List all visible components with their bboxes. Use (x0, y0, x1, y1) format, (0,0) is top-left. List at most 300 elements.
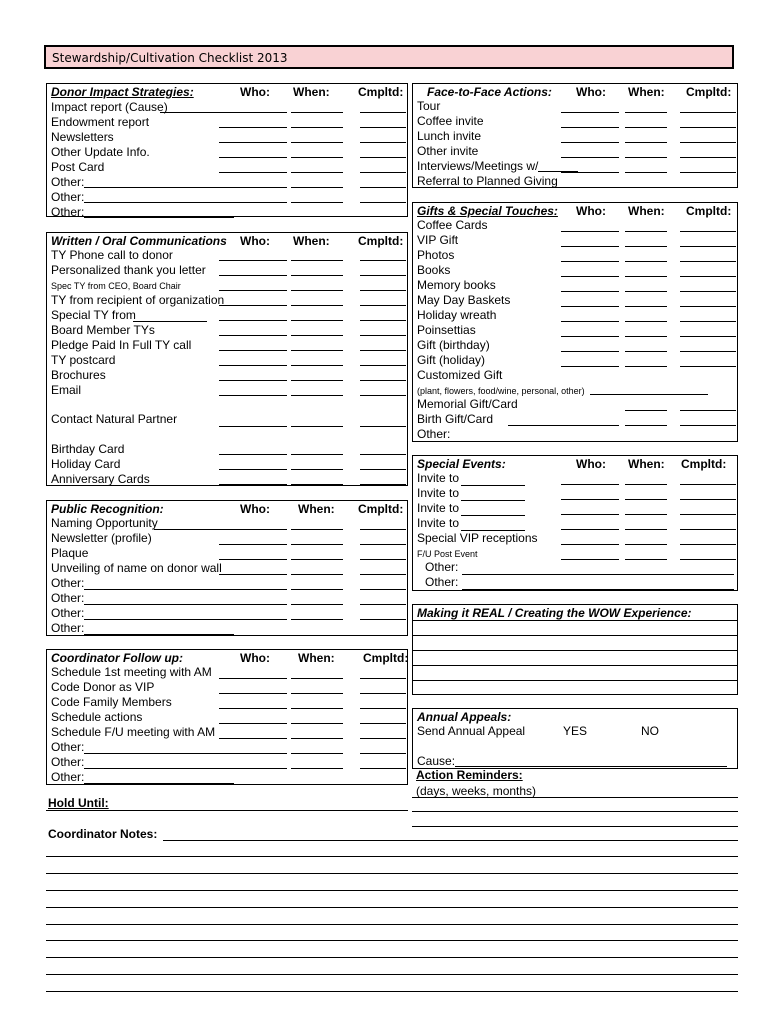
who-line[interactable] (561, 514, 619, 515)
when-line[interactable] (291, 529, 343, 530)
when-line[interactable] (291, 723, 343, 724)
cmpltd-line[interactable] (360, 708, 406, 709)
list-item: Holiday wreath (417, 308, 497, 322)
when-line[interactable] (291, 275, 343, 276)
when-line[interactable] (291, 172, 343, 173)
cmpltd-line[interactable] (680, 231, 736, 232)
list-item: Interviews/Meetings w/ (417, 159, 539, 173)
when-line[interactable] (625, 142, 667, 143)
who-line[interactable] (219, 157, 287, 158)
list-item: F/U Post Event (417, 549, 478, 559)
when-col: When: (293, 85, 330, 99)
who-line[interactable] (561, 306, 619, 307)
blank-line[interactable] (538, 171, 578, 172)
who-line[interactable] (219, 708, 287, 709)
who-col: Who: (240, 502, 270, 516)
cmpltd-line[interactable] (680, 410, 736, 411)
blank-line[interactable] (461, 530, 525, 531)
list-item: Invite to (417, 486, 460, 500)
list-item: TY Phone call to donor (51, 248, 173, 262)
when-line[interactable] (291, 380, 343, 381)
who-line[interactable] (219, 693, 287, 694)
when-line[interactable] (625, 246, 667, 247)
notes-line[interactable] (46, 856, 738, 857)
cmpltd-line[interactable] (680, 366, 736, 367)
list-item: Special VIP receptions (417, 531, 538, 545)
list-item: Gift (holiday) (417, 353, 486, 367)
who-line[interactable] (219, 260, 287, 261)
cmpltd-line[interactable] (360, 142, 406, 143)
list-item: Other: (51, 770, 85, 784)
gifts-header: Gifts & Special Touches: (417, 204, 558, 218)
list-item: Personalized thank you letter (51, 263, 206, 277)
cmpltd-line[interactable] (680, 425, 736, 426)
list-item: Referral to Planned Giving (417, 174, 558, 188)
cmpltd-line[interactable] (360, 187, 406, 188)
list-item: Pledge Paid In Full TY call (51, 338, 192, 352)
list-item: Other: (51, 606, 85, 620)
blank-line[interactable] (84, 634, 234, 635)
cmpltd-line[interactable] (680, 499, 736, 500)
who-line[interactable] (508, 425, 619, 426)
list-item: Newsletters (51, 130, 114, 144)
list-item: Spec TY from CEO, Board Chair (51, 281, 181, 291)
wow-line[interactable] (413, 650, 737, 651)
reminder-line[interactable] (412, 797, 738, 798)
action-reminders-note: (days, weeks, months) (416, 784, 537, 798)
list-item: Post Card (51, 160, 105, 174)
who-line[interactable] (219, 426, 287, 427)
cmpltd-line[interactable] (360, 172, 406, 173)
who-line[interactable] (219, 127, 287, 128)
when-line[interactable] (625, 425, 667, 426)
list-item: Other invite (417, 144, 479, 158)
cmpltd-line[interactable] (360, 544, 406, 545)
cmpltd-col: Cmpltd: (358, 234, 404, 248)
coordinator-follow-header: Coordinator Follow up: (51, 651, 183, 665)
wow-line[interactable] (413, 635, 737, 636)
when-line[interactable] (291, 305, 343, 306)
list-item: Impact report (Cause) (51, 100, 168, 114)
when-line[interactable] (625, 410, 667, 411)
list-item: Other: (425, 560, 459, 574)
cmpltd-line[interactable] (360, 275, 406, 276)
when-line[interactable] (291, 678, 343, 679)
blank-line[interactable] (84, 217, 234, 218)
when-line[interactable] (625, 127, 667, 128)
when-line[interactable] (291, 708, 343, 709)
cmpltd-line[interactable] (360, 589, 406, 590)
cmpltd-col: Cmpltd: (358, 502, 404, 516)
who-line[interactable] (561, 291, 619, 292)
who-line[interactable] (561, 559, 619, 560)
when-line[interactable] (291, 350, 343, 351)
cmpltd-line[interactable] (360, 678, 406, 679)
wow-section (412, 604, 738, 695)
cmpltd-line[interactable] (360, 202, 406, 203)
when-line[interactable] (291, 738, 343, 739)
wow-line[interactable] (413, 620, 737, 621)
blank-line[interactable] (461, 500, 525, 501)
when-line[interactable] (291, 112, 343, 113)
when-line[interactable] (291, 619, 343, 620)
cmpltd-line[interactable] (680, 306, 736, 307)
cmpltd-line[interactable] (680, 321, 736, 322)
cmpltd-line[interactable] (360, 693, 406, 694)
list-item: Coffee invite (417, 114, 484, 128)
list-item: Holiday Card (51, 457, 121, 471)
who-line[interactable] (219, 454, 287, 455)
notes-line[interactable] (46, 907, 738, 908)
list-item: Unveiling of name on donor wall (51, 561, 222, 575)
title-bar (44, 45, 734, 69)
when-line[interactable] (625, 231, 667, 232)
page-title: Stewardship/Cultivation Checklist 2013 (52, 51, 288, 65)
gifts-section (412, 202, 738, 442)
cmpltd-line[interactable] (680, 514, 736, 515)
when-col: When: (628, 204, 665, 218)
cmpltd-line[interactable] (360, 738, 406, 739)
cmpltd-line[interactable] (360, 753, 406, 754)
list-item: Code Donor as VIP (51, 680, 155, 694)
cmpltd-col: Cmpltd: (686, 85, 732, 99)
when-line[interactable] (291, 395, 343, 396)
when-line[interactable] (291, 426, 343, 427)
when-line[interactable] (291, 365, 343, 366)
when-line[interactable] (625, 306, 667, 307)
cmpltd-line[interactable] (680, 246, 736, 247)
notes-line[interactable] (46, 890, 738, 891)
donor-impact-section (46, 83, 408, 217)
list-item: Memorial Gift/Card (417, 397, 518, 411)
cmpltd-line[interactable] (680, 291, 736, 292)
who-line[interactable] (561, 276, 619, 277)
blank-line[interactable] (462, 574, 734, 575)
who-line[interactable] (219, 290, 287, 291)
list-item: Code Family Members (51, 695, 172, 709)
cmpltd-line[interactable] (360, 723, 406, 724)
who-line[interactable] (219, 559, 287, 560)
who-line[interactable] (561, 112, 619, 113)
blank-line[interactable] (462, 589, 734, 590)
list-item: Other: (425, 575, 459, 589)
cmpltd-line[interactable] (360, 320, 406, 321)
who-line[interactable] (561, 484, 619, 485)
cmpltd-line[interactable] (680, 157, 736, 158)
list-item: Newsletter (profile) (51, 531, 152, 545)
cmpltd-line[interactable] (360, 305, 406, 306)
cmpltd-line[interactable] (360, 260, 406, 261)
blank-line[interactable] (461, 515, 525, 516)
reminder-line[interactable] (412, 826, 738, 827)
who-line[interactable] (561, 172, 619, 173)
list-item: TY from recipient of organization (51, 293, 225, 307)
when-line[interactable] (291, 589, 343, 590)
who-line[interactable] (561, 366, 619, 367)
who-line[interactable] (561, 261, 619, 262)
when-col: When: (628, 457, 665, 471)
who-line[interactable] (219, 187, 287, 188)
who-line[interactable] (219, 589, 287, 590)
list-item: Schedule F/U meeting with AM (51, 725, 216, 739)
cmpltd-line[interactable] (680, 336, 736, 337)
list-item: VIP Gift (417, 233, 459, 247)
when-line[interactable] (291, 768, 343, 769)
who-line[interactable] (219, 335, 287, 336)
who-line[interactable] (561, 544, 619, 545)
who-line[interactable] (219, 469, 287, 470)
send-appeal-label: Send Annual Appeal (417, 724, 526, 738)
when-line[interactable] (291, 454, 343, 455)
when-line[interactable] (291, 202, 343, 203)
written-oral-header: Written / Oral Communications (51, 234, 227, 248)
cmpltd-line[interactable] (360, 335, 406, 336)
list-item: May Day Baskets (417, 293, 511, 307)
when-line[interactable] (291, 604, 343, 605)
list-item: Photos (417, 248, 455, 262)
cmpltd-line[interactable] (360, 157, 406, 158)
who-line[interactable] (219, 753, 287, 754)
blank-line[interactable] (84, 589, 228, 590)
cmpltd-line[interactable] (360, 559, 406, 560)
who-col: Who: (240, 651, 270, 665)
when-line[interactable] (291, 127, 343, 128)
who-col: Who: (576, 85, 606, 99)
wow-line[interactable] (413, 680, 737, 681)
notes-line[interactable] (46, 991, 738, 992)
cmpltd-line[interactable] (360, 380, 406, 381)
who-line[interactable] (219, 320, 287, 321)
list-item: Customized Gift (417, 368, 503, 382)
cmpltd-line[interactable] (680, 172, 736, 173)
when-line[interactable] (625, 529, 667, 530)
when-line[interactable] (291, 290, 343, 291)
who-line[interactable] (219, 678, 287, 679)
when-line[interactable] (291, 260, 343, 261)
who-line[interactable] (561, 157, 619, 158)
who-line[interactable] (561, 529, 619, 530)
yes-option[interactable]: YES (563, 724, 588, 738)
when-line[interactable] (291, 574, 343, 575)
cmpltd-line[interactable] (360, 484, 406, 485)
action-reminders-header: Action Reminders: (416, 768, 523, 782)
who-col: Who: (576, 457, 606, 471)
cmpltd-line[interactable] (360, 469, 406, 470)
annual-appeals-section (412, 708, 738, 769)
cmpltd-line[interactable] (360, 350, 406, 351)
cmpltd-line[interactable] (360, 604, 406, 605)
when-line[interactable] (291, 187, 343, 188)
cmpltd-line[interactable] (680, 559, 736, 560)
who-line[interactable] (219, 574, 287, 575)
public-recognition-section (46, 500, 408, 636)
no-option[interactable]: NO (641, 724, 659, 738)
who-line[interactable] (219, 172, 287, 173)
when-line[interactable] (625, 366, 667, 367)
when-line[interactable] (291, 544, 343, 545)
coordinator-notes-label: Coordinator Notes: (48, 827, 158, 841)
blank-line[interactable] (84, 604, 228, 605)
cmpltd-line[interactable] (680, 112, 736, 113)
notes-line[interactable] (46, 940, 738, 941)
list-item: Other: (51, 621, 85, 635)
when-col: When: (293, 234, 330, 248)
when-line[interactable] (625, 559, 667, 560)
who-line[interactable] (219, 275, 287, 276)
cmpltd-line[interactable] (680, 261, 736, 262)
who-line[interactable] (219, 768, 287, 769)
when-line[interactable] (291, 753, 343, 754)
cmpltd-line[interactable] (360, 574, 406, 575)
blank-line[interactable] (84, 753, 228, 754)
list-item: Other: (51, 205, 85, 219)
list-item: Schedule 1st meeting with AM (51, 665, 212, 679)
when-line[interactable] (625, 157, 667, 158)
blank-line[interactable] (133, 321, 207, 322)
list-item: Other: (417, 427, 451, 441)
who-col: Who: (240, 85, 270, 99)
when-line[interactable] (625, 351, 667, 352)
list-item: Memory books (417, 278, 496, 292)
cmpltd-line[interactable] (360, 365, 406, 366)
cmpltd-line[interactable] (360, 290, 406, 291)
when-line[interactable] (625, 484, 667, 485)
who-line[interactable] (219, 202, 287, 203)
cmpltd-line[interactable] (360, 426, 406, 427)
who-line[interactable] (561, 127, 619, 128)
who-line[interactable] (561, 351, 619, 352)
list-item: Other: (51, 755, 85, 769)
list-item: Other: (51, 175, 85, 189)
who-line[interactable] (219, 544, 287, 545)
cmpltd-line[interactable] (680, 142, 736, 143)
who-line[interactable] (219, 723, 287, 724)
who-line[interactable] (219, 350, 287, 351)
who-line[interactable] (219, 484, 287, 485)
when-line[interactable] (625, 499, 667, 500)
donor-impact-header: Donor Impact Strategies: (51, 85, 194, 99)
cmpltd-line[interactable] (360, 127, 406, 128)
notes-line[interactable] (46, 924, 738, 925)
blank-line[interactable] (84, 783, 234, 784)
cmpltd-line[interactable] (680, 276, 736, 277)
when-line[interactable] (625, 336, 667, 337)
when-line[interactable] (625, 276, 667, 277)
who-line[interactable] (219, 619, 287, 620)
when-line[interactable] (625, 544, 667, 545)
when-line[interactable] (291, 559, 343, 560)
who-line[interactable] (561, 246, 619, 247)
when-line[interactable] (625, 261, 667, 262)
who-line[interactable] (219, 380, 287, 381)
who-line[interactable] (219, 395, 287, 396)
blank-line[interactable] (590, 394, 708, 395)
notes-line[interactable] (163, 840, 738, 841)
list-item: Anniversary Cards (51, 472, 150, 486)
blank-line[interactable] (84, 187, 228, 188)
list-item: Books (417, 263, 451, 277)
when-line[interactable] (625, 321, 667, 322)
coordinator-follow-section (46, 649, 408, 785)
cmpltd-col: Cmpltd: (363, 651, 409, 665)
list-item: Schedule actions (51, 710, 143, 724)
when-line[interactable] (291, 335, 343, 336)
who-line[interactable] (561, 499, 619, 500)
blank-line[interactable] (154, 529, 230, 530)
cmpltd-line[interactable] (680, 544, 736, 545)
when-line[interactable] (625, 112, 667, 113)
list-item: Poinsettias (417, 323, 476, 337)
wow-line[interactable] (413, 665, 737, 666)
who-line[interactable] (561, 321, 619, 322)
cause-label: Cause: (417, 754, 456, 768)
when-line[interactable] (291, 157, 343, 158)
when-line[interactable] (291, 142, 343, 143)
when-col: When: (298, 502, 335, 516)
list-item: Lunch invite (417, 129, 482, 143)
when-line[interactable] (291, 320, 343, 321)
cmpltd-line[interactable] (360, 529, 406, 530)
list-item: Birthday Card (51, 442, 125, 456)
cmpltd-line[interactable] (360, 768, 406, 769)
who-line[interactable] (219, 365, 287, 366)
when-line[interactable] (291, 484, 343, 485)
blank-line[interactable] (84, 619, 228, 620)
hold-until-line[interactable] (46, 810, 408, 811)
notes-line[interactable] (46, 974, 738, 975)
when-line[interactable] (291, 693, 343, 694)
who-line[interactable] (219, 142, 287, 143)
cmpltd-line[interactable] (680, 529, 736, 530)
who-line[interactable] (561, 336, 619, 337)
cmpltd-line[interactable] (360, 112, 406, 113)
when-line[interactable] (625, 514, 667, 515)
cmpltd-col: Cmpltd: (681, 457, 727, 471)
cmpltd-line[interactable] (680, 351, 736, 352)
list-item: Invite to (417, 516, 460, 530)
list-item: Brochures (51, 368, 106, 382)
when-col: When: (628, 85, 665, 99)
cmpltd-line[interactable] (360, 454, 406, 455)
when-line[interactable] (625, 172, 667, 173)
blank-line[interactable] (84, 768, 228, 769)
notes-line[interactable] (46, 957, 738, 958)
cmpltd-line[interactable] (360, 619, 406, 620)
list-item: Plaque (51, 546, 89, 560)
list-item: Special TY from (51, 308, 136, 322)
cmpltd-line[interactable] (680, 484, 736, 485)
cmpltd-line[interactable] (360, 395, 406, 396)
when-line[interactable] (291, 469, 343, 470)
list-item: Invite to (417, 501, 460, 515)
blank-line[interactable] (461, 485, 525, 486)
list-item: Naming Opportunity (51, 516, 158, 530)
cmpltd-line[interactable] (680, 127, 736, 128)
list-item: Contact Natural Partner (51, 412, 178, 426)
who-line[interactable] (219, 738, 287, 739)
when-line[interactable] (625, 291, 667, 292)
blank-line[interactable] (160, 112, 230, 113)
who-line[interactable] (561, 142, 619, 143)
who-line[interactable] (561, 231, 619, 232)
reminder-line[interactable] (412, 811, 738, 812)
notes-line[interactable] (46, 873, 738, 874)
who-line[interactable] (219, 604, 287, 605)
who-line[interactable] (219, 305, 287, 306)
cause-line[interactable] (455, 766, 727, 767)
list-item: Other: (51, 576, 85, 590)
blank-line[interactable] (84, 202, 228, 203)
